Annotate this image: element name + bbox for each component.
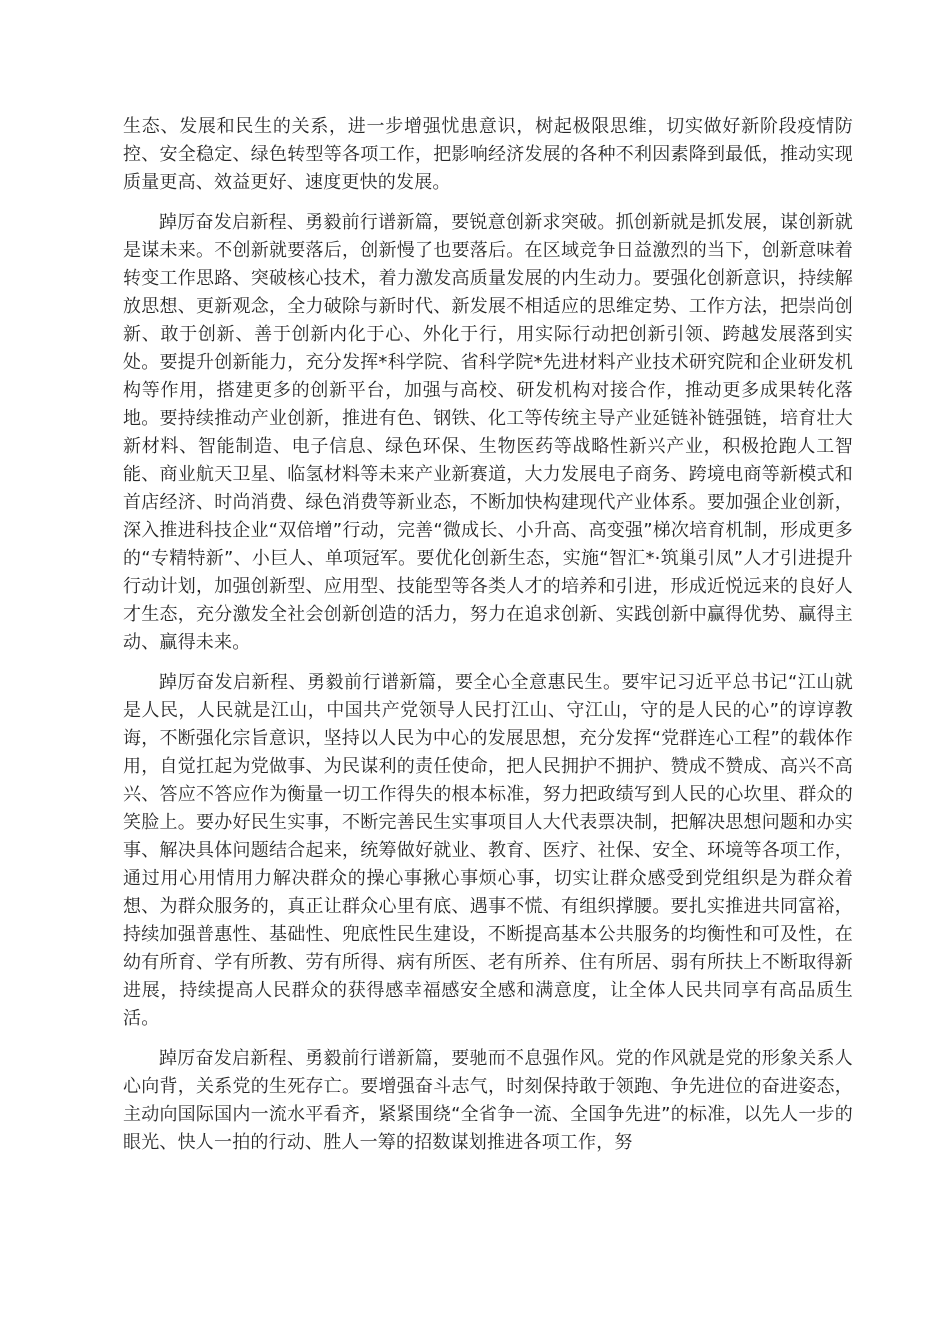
paragraph-work-style: 踔厉奋发启新程、勇毅前行谱新篇，要驰而不息强作风。党的作风就是党的形象关系人心向背，关系党的生死存亡。要增强奋斗志气，时刻保持敢于领跑、争先进位的奋进姿态，主动向国际国内一流水平看齐，紧紧围绕“全省争一流、全国争先进”的标准，以先人一步的眼光、快人一拍的行动、胜人一筹的招数谋划推进各项工作，努 <box>123 1048 853 1153</box>
paragraph-innovation: 踔厉奋发启新程、勇毅前行谱新篇，要锐意创新求突破。抓创新就是抓发展，谋创新就是谋未来。不创新就要落后，创新慢了也要落后。在区域竞争日益激烈的当下，创新意味着转变工作思路、突破核心技术，着力激发高质量发展的内生动力。要强化创新意识，持续解放思想、更新观念，全力破除与新时代、新发展不相适应的思维定势、工作方法，把崇尚创新、敢于创新、善于创新内化于心、外化于行，用实际行动把创新引领、跨越发展落到实处。要提升创新能力，充分发挥*科学院、省科学院*先进材料产业技术研究院和企业研发机构等作用，搭建更多的创新平台，加强与高校、研发机构对接合作，推动更多成果转化落地。要持续推动产业创新，推进有色、钢铁、化工等传统主导产业延链补链强链，培育壮大新材料、智能制造、电子信息、绿色环保、生物医药等战略性新兴产业，积极抢跑人工智能、商业航天卫星、临氢材料等未来产业新赛道，大力发展电子商务、跨境电商等新模式和首店经济、时尚消费、绿色消费等新业态，不断加快构建现代产业体系。要加强企业创新，深入推进科技企业“双倍增”行动，完善“微成长、小升高、高变强”梯次培育机制，形成更多的“专精特新”、小巨人、单项冠军。要优化创新生态，实施“智汇*·筑巢引凤”人才引进提升行动计划，加强创新型、应用型、技能型等各类人才的培养和引进，形成近悦远来的良好人才生态，充分激发全社会创新创造的活力，努力在追求创新、实践创新中赢得优势、赢得主动、赢得未来。 <box>123 212 853 653</box>
document-body <box>123 113 853 1169</box>
paragraph-livelihood: 踔厉奋发启新程、勇毅前行谱新篇，要全心全意惠民生。要牢记习近平总书记“江山就是人民，人民就是江山，中国共产党领导人民打江山、守江山，守的是人民的心”的谆谆教诲，不断强化宗旨意识，坚持以人民为中心的发展思想，充分发挥“党群连心工程”的载体作用，自觉扛起为党做事、为民谋利的责任使命，把人民拥护不拥护、赞成不赞成、高兴不高兴、答应不答应作为衡量一切工作得失的根本标准，努力把政绩写到人民的心坎里、群众的笑脸上。要办好民生实事，不断完善民生实事项目人大代表票决制，把解决思想问题和办实事、解决具体问题结合起来，统筹做好就业、教育、医疗、社保、安全、环境等各项工作，通过用心用情用力解决群众的操心事揪心事烦心事，切实让群众感受到党组织是为群众着想、为群众服务的，真正让群众心里有底、遇事不慌、有组织撑腰。要扎实推进共同富裕，持续加强普惠性、基础性、兜底性民生建设，不断提高基本公共服务的均衡性和可及性，在幼有所育、学有所教、劳有所得、病有所医、老有所养、住有所居、弱有所扶上不断取得新进展，持续提高人民群众的获得感幸福感安全感和满意度，让全体人民共同享有高品质生活。 <box>123 672 853 1029</box>
paragraph-continued: 生态、发展和民生的关系，进一步增强忧患意识，树起极限思维，切实做好新阶段疫情防控、安全稳定、绿色转型等各项工作，把影响经济发展的各种不利因素降到最低，推动实现质量更高、效益更好、速度更快的发展。 <box>123 116 853 193</box>
